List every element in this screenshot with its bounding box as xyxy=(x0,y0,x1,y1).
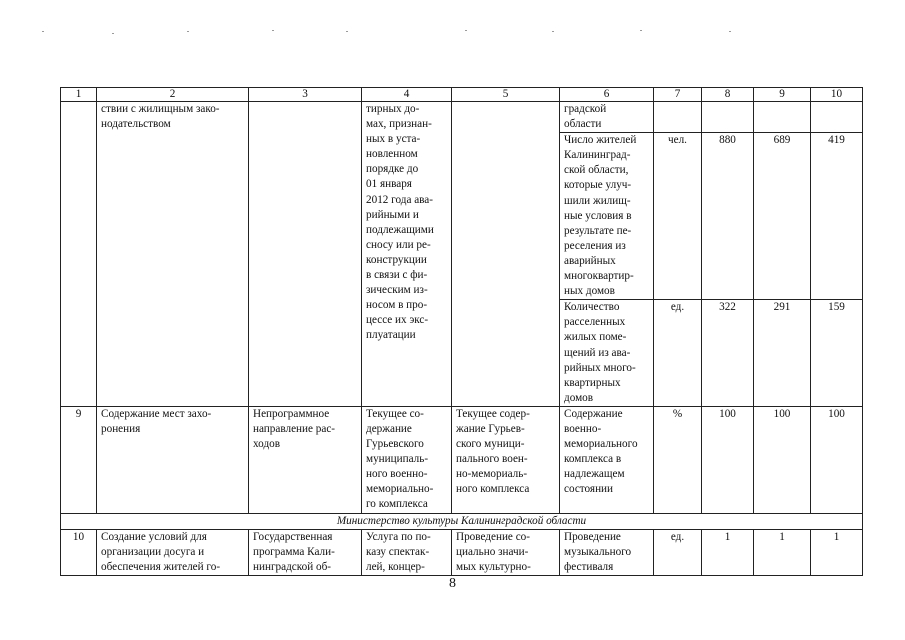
column-number: 3 xyxy=(249,88,362,102)
text-line: носом в про- xyxy=(366,299,428,312)
text-line: нодательством xyxy=(101,118,171,131)
service-lines xyxy=(366,407,447,513)
value-cell: 322 xyxy=(702,300,754,407)
event-name-cell xyxy=(97,529,249,575)
text-line: Непрограммное xyxy=(253,407,330,420)
text-line: тирных до- xyxy=(366,103,420,115)
ministry-heading: Министерство культуры Калининградской области xyxy=(61,513,863,529)
text-line: в связи с фи- xyxy=(366,269,428,282)
scan-speck xyxy=(187,31,189,32)
text-line: го комплекса xyxy=(366,498,428,511)
table-row xyxy=(61,529,863,575)
text-line: ходов xyxy=(253,438,281,451)
text-line: шили жилищ- xyxy=(564,194,631,207)
text-line: мемориально- xyxy=(366,483,434,496)
program-cell xyxy=(249,406,362,513)
table-row xyxy=(61,406,863,513)
value-cell: 1 xyxy=(702,529,754,575)
value-cell: 689 xyxy=(754,133,811,300)
text-line: жание Гурьев- xyxy=(456,422,525,435)
text-line: пального воен- xyxy=(456,453,528,466)
service-cell xyxy=(362,529,452,575)
value-cell: 159 xyxy=(811,300,863,407)
text-line: многоквартир- xyxy=(564,270,634,283)
text-line: ные условия в xyxy=(564,209,632,222)
scan-speck xyxy=(346,31,348,32)
value-cell: 100 xyxy=(702,406,754,513)
indicator-cell xyxy=(560,102,654,133)
event-name-cell xyxy=(97,102,249,407)
text-line: Калининград- xyxy=(564,149,631,162)
column-number: 2 xyxy=(97,88,249,102)
unit-cell: % xyxy=(654,406,702,513)
event-name-lines xyxy=(101,102,244,132)
text-line: Число жителей xyxy=(564,134,637,147)
text-line: реселения из xyxy=(564,239,626,252)
text-line: Содержание мест захо- xyxy=(101,407,212,420)
value-cell: 291 xyxy=(754,300,811,407)
text-line: ных в уста- xyxy=(366,133,421,146)
text-line: результате пе- xyxy=(564,224,632,237)
program-lines xyxy=(253,530,357,575)
content-lines xyxy=(456,407,555,498)
scan-speck xyxy=(272,30,274,31)
table-row xyxy=(61,102,863,133)
text-line: музыкального xyxy=(564,545,632,558)
scan-speck xyxy=(42,31,44,32)
text-line: Проведение xyxy=(564,530,621,543)
indicator-lines xyxy=(564,102,649,132)
text-line: зическим из- xyxy=(366,284,428,297)
text-line: новленном xyxy=(366,148,418,161)
text-line: 01 января xyxy=(366,178,412,191)
text-line: Государственная xyxy=(253,530,333,543)
text-line: ской области, xyxy=(564,164,629,177)
service-cell xyxy=(362,406,452,513)
text-line: но-мемориаль- xyxy=(456,468,528,481)
text-line: программа Кали- xyxy=(253,545,335,558)
scan-speck xyxy=(112,33,114,34)
column-number: 1 xyxy=(61,88,97,102)
text-line: военно- xyxy=(564,422,602,435)
event-name-cell xyxy=(97,406,249,513)
unit-cell: ед. xyxy=(654,529,702,575)
column-number: 5 xyxy=(452,88,560,102)
text-line: состоянии xyxy=(564,483,614,496)
service-lines xyxy=(366,530,447,575)
text-line: фестиваля xyxy=(564,560,614,573)
text-line: держание xyxy=(366,422,412,435)
text-line: ного комплекса xyxy=(456,483,530,496)
column-number: 4 xyxy=(362,88,452,102)
text-line: подлежащими xyxy=(366,223,434,236)
event-name-lines xyxy=(101,407,244,437)
text-line: Проведение со- xyxy=(456,530,530,543)
event-name-lines xyxy=(101,530,244,575)
row-number-cell: 9 xyxy=(61,406,97,513)
text-line: рийными и xyxy=(366,208,419,221)
content-cell xyxy=(452,102,560,407)
text-line: ствии с жилищным зако- xyxy=(101,103,220,115)
text-line: цессе их экс- xyxy=(366,314,429,327)
column-number: 8 xyxy=(702,88,754,102)
content-cell xyxy=(452,406,560,513)
service-cell xyxy=(362,102,452,407)
indicator-lines xyxy=(564,407,649,498)
scan-speck xyxy=(729,31,731,32)
scan-speck xyxy=(465,30,467,31)
indicator-lines xyxy=(564,530,649,575)
scan-speck xyxy=(552,31,554,32)
value-cell: 880 xyxy=(702,133,754,300)
text-line: Содержание xyxy=(564,407,623,420)
value-cell xyxy=(702,102,754,133)
indicators-table xyxy=(60,87,863,576)
indicator-cell xyxy=(560,300,654,407)
text-line: комплекса в xyxy=(564,453,622,466)
unit-cell xyxy=(654,102,702,133)
text-line: мых культурно- xyxy=(456,560,531,573)
text-line: обеспечения жителей го- xyxy=(101,560,221,573)
program-cell xyxy=(249,529,362,575)
text-line: квартирных xyxy=(564,376,621,389)
content-cell xyxy=(452,529,560,575)
value-cell xyxy=(811,102,863,133)
indicator-lines xyxy=(564,300,649,406)
program-lines xyxy=(253,407,357,452)
text-line: 2012 года ава- xyxy=(366,193,433,206)
text-line: мах, признан- xyxy=(366,118,432,131)
text-line: ных домов xyxy=(564,285,615,298)
text-line: ного военно- xyxy=(366,468,428,481)
row-number-cell: 10 xyxy=(61,529,97,575)
text-line: которые улуч- xyxy=(564,179,632,192)
column-number-row xyxy=(61,88,863,102)
value-cell xyxy=(754,102,811,133)
text-line: конструкции xyxy=(366,253,427,266)
content-lines xyxy=(456,530,555,575)
text-line: жилых поме- xyxy=(564,331,627,344)
indicator-cell xyxy=(560,529,654,575)
text-line: нинградской об- xyxy=(253,560,332,573)
indicator-cell xyxy=(560,133,654,300)
text-line: организации досуга и xyxy=(101,545,205,558)
indicator-lines xyxy=(564,133,649,299)
text-line: домов xyxy=(564,391,594,404)
value-cell: 1 xyxy=(754,529,811,575)
column-number: 10 xyxy=(811,88,863,102)
scan-speck xyxy=(640,30,642,31)
text-line: Количество xyxy=(564,301,620,314)
text-line: плуатации xyxy=(366,329,416,342)
text-line: порядке до xyxy=(366,163,419,176)
service-lines xyxy=(366,102,447,344)
row-number-cell xyxy=(61,102,97,407)
text-line: направление рас- xyxy=(253,422,336,435)
section-header-row xyxy=(61,513,863,529)
text-line: Текущее со- xyxy=(366,407,424,420)
indicator-cell xyxy=(560,406,654,513)
text-line: расселенных xyxy=(564,316,626,329)
text-line: рийных много- xyxy=(564,361,636,374)
value-cell: 100 xyxy=(811,406,863,513)
value-cell: 1 xyxy=(811,529,863,575)
text-line: градской xyxy=(564,103,607,115)
unit-cell: ед. xyxy=(654,300,702,407)
text-line: муниципаль- xyxy=(366,453,429,466)
value-cell: 419 xyxy=(811,133,863,300)
column-number: 9 xyxy=(754,88,811,102)
text-line: Услуга по по- xyxy=(366,530,431,543)
text-line: лей, концер- xyxy=(366,560,425,573)
text-line: аварийных xyxy=(564,254,616,267)
text-line: щений из ава- xyxy=(564,346,631,359)
text-line: циально значи- xyxy=(456,545,529,558)
text-line: сносу или ре- xyxy=(366,238,431,251)
text-line: Гурьевского xyxy=(366,438,424,451)
text-line: Создание условий для xyxy=(101,530,207,543)
text-line: мемориального xyxy=(564,438,638,451)
text-line: казу спектак- xyxy=(366,545,430,558)
text-line: Текущее содер- xyxy=(456,407,530,420)
text-line: ронения xyxy=(101,422,141,435)
program-cell xyxy=(249,102,362,407)
column-number: 6 xyxy=(560,88,654,102)
column-number: 7 xyxy=(654,88,702,102)
text-line: надлежащем xyxy=(564,468,625,481)
page-number: 8 xyxy=(449,576,456,591)
unit-cell: чел. xyxy=(654,133,702,300)
text-line: ского муници- xyxy=(456,438,525,451)
text-line: области xyxy=(564,118,602,131)
value-cell: 100 xyxy=(754,406,811,513)
